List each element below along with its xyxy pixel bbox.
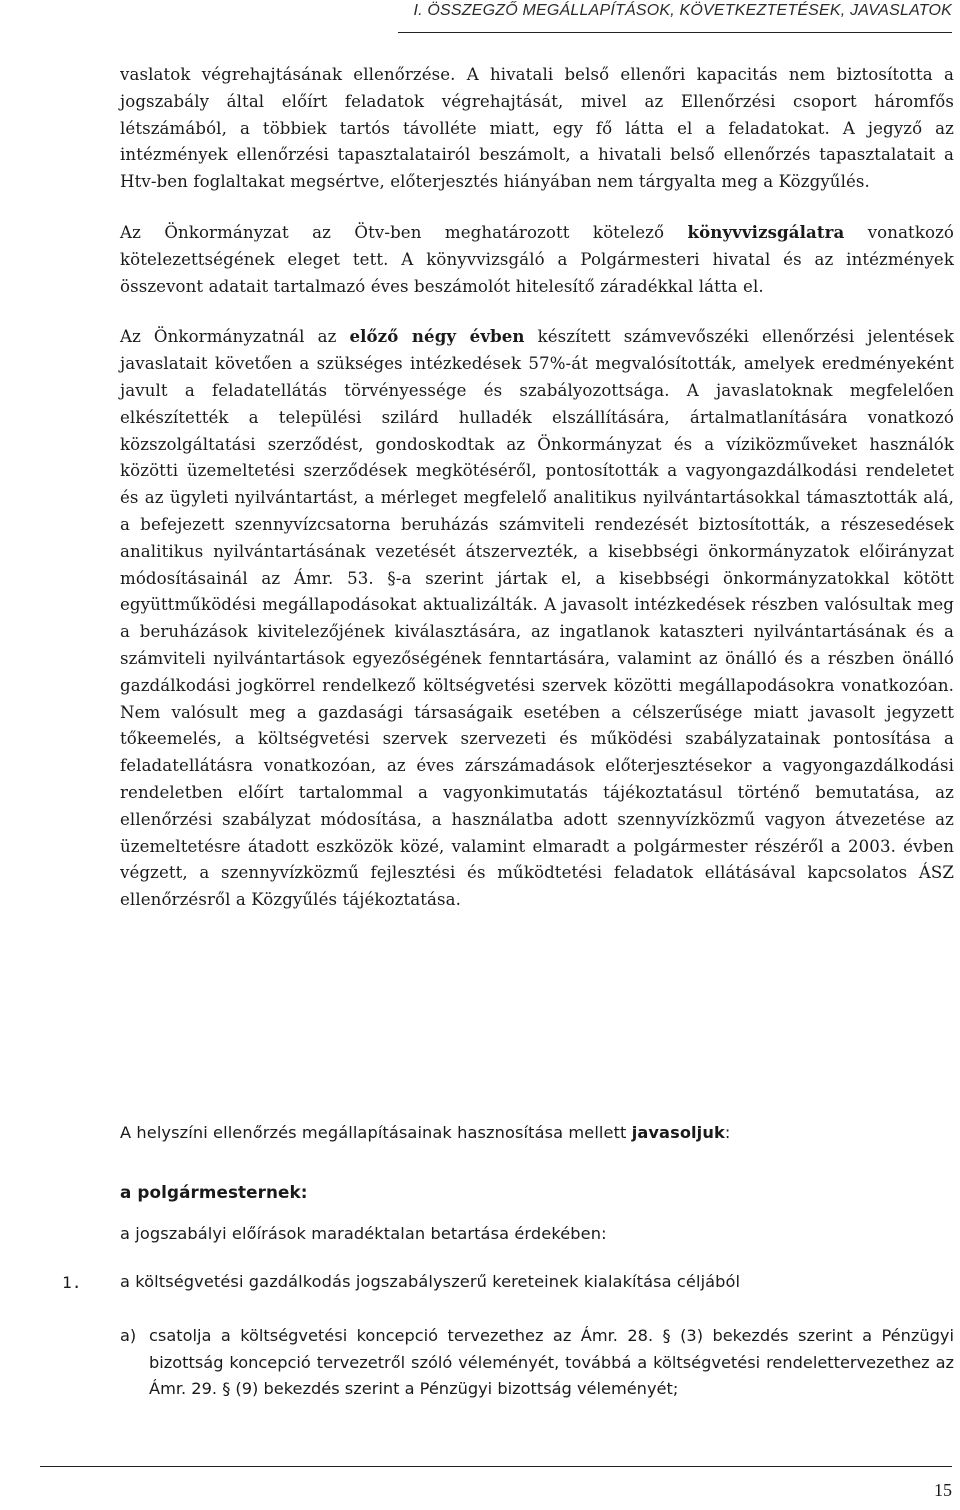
recommendation-context: a jogszabályi előírások maradéktalan betartása érdekében: bbox=[120, 1224, 607, 1243]
sub-item-letter: a) bbox=[120, 1326, 137, 1345]
emphasis-recommend: javasoljuk bbox=[631, 1123, 725, 1142]
main-text bbox=[120, 62, 954, 914]
item-title: a költségvetési gazdálkodás jogszabályszerű kereteinek kialakítása céljából bbox=[120, 1272, 741, 1291]
text-run: vonatkozó kötelezettségének eleget tett. A könyvvizsgáló a Polgármesteri hivatal és az intézmények összevont adatait tartalmazó éves beszámolót hitelesítő záradékkal látta el. bbox=[120, 222, 955, 296]
paragraph-audit-obligation bbox=[120, 219, 954, 300]
text-run: Az Önkormányzat az Ötv-ben meghatározott kötelező bbox=[120, 222, 688, 242]
recommendation-intro bbox=[120, 1120, 730, 1147]
paragraph-previous-findings bbox=[120, 323, 954, 914]
text-run: A helyszíni ellenőrzés megállapításainak hasznosítása mellett bbox=[120, 1123, 632, 1142]
emphasis-audit: könyvvizsgálatra bbox=[687, 221, 845, 242]
header-rule bbox=[398, 32, 952, 33]
item-number: 1. bbox=[62, 1273, 82, 1292]
emphasis-four-years: előző négy évben bbox=[349, 326, 525, 347]
sub-item-text: csatolja a költségvetési koncepció tervezethez az Ámr. 28. § (3) bekezdés szerint a Pénzügyi bizottság koncepció tervezetről szóló véleményét, továbbá a költségvetési rendelettervezethez az Ámr. 29. § (9) bekezdés szerint a Pénzügyi bizottság véleményét; bbox=[149, 1326, 954, 1399]
sub-item-a bbox=[120, 1323, 954, 1403]
footer-rule bbox=[40, 1466, 952, 1467]
text-run: Az Önkormányzatnál az bbox=[120, 327, 350, 347]
page-number: 15 bbox=[934, 1480, 952, 1500]
addressee-heading: a polgármesternek: bbox=[120, 1182, 308, 1202]
running-header: I. ÖSSZEGZŐ MEGÁLLAPÍTÁSOK, KÖVETKEZTETÉSEK, JAVASLATOK bbox=[413, 2, 952, 19]
text-run: : bbox=[724, 1123, 731, 1142]
paragraph-internal-audit: vaslatok végrehajtásának ellenőrzése. A hivatali belső ellenőri kapacitás nem biztosította a jogszabály által előírt feladatok végrehajtását, mivel az Ellenőrzési csoport háromfős létszámából, a többiek tartós távolléte miatt, egy fő látta el a feladatokat. A jegyző az intézmények ellenőrzési tapasztalatairól beszámolt, a hivatali belső ellenőrzés tapasztalatait a Htv-ben foglaltakat megsértve, előterjesztés hiányában nem tárgyalta meg a Közgyűlés. bbox=[120, 65, 954, 192]
text-run: készített számvevőszéki ellenőrzési jelentések javaslatait követően a szükséges intézkedések 57%-át megvalósították, amelyek eredményeként javult a feladatellátás törvényessége és szabályozottsága. A javaslatoknak megfelelően elkészítették a települési szilárd hulladék elszállítására, ártalmatlanítására vonatkozó közszolgáltatási szerződést, gondoskodtak az Önkormányzat és a víziközműveket használók közötti üzemeltetési szerződések megkötéséről, pontosították a vagyongazdálkodási rendeletet és az ügyleti nyilvántartást, a mérleget megfelelő analitikus nyilvántartásokkal támasztották alá, a befejezett szennyvízcsatorna beruházás számviteli rendezését biztosították, a részesedések analitikus nyilvántartásának vezetését átszervezték, a kisebbségi önkormányzatok előirányzat módosításainál az Ámr. 53. §-a szerint jártak el, a kisebbségi önkormányzatokkal kötött együttműködési megállapodásokat aktualizálták. A javasolt intézkedések részben valósultak meg a beruházások kivitelezőjének kiválasztására, az ingatlanok kataszteri nyilvántartásának és a számviteli nyilvántartások egyezőségének fenntartására, valamint az önálló és a részben önálló gazdálkodási jogkörrel rendelkező költségvetési szervek közötti megállapodásokra vonatkozóan. Nem valósult meg a gazdasági társaságaik esetében a célszerűsége miatt javasolt jegyzett tőkeemelés, a költségvetési szervek szervezeti és működési szabályzatainak pontosítása a feladatellátásra vonatkozóan, az éves zárszámadások előterjesztésekor a vagyongazdálkodási rendeletben előírt tartalommal a vagyonkimutatás tájékoztatásul történő bemutatása, az ellenőrzési szabályzat módosítása, a használatba adott szennyvízközmű vagyon átvezetése az üzemeltetésre átadott eszközök közé, valamint elmaradt a polgármester részéről a 2003. évben végzett, a szennyvízközmű fejlesztési és működtetési feladatok ellátásával kapcsolatos ÁSZ ellenőrzésről a Közgyűlés tájékoztatása. bbox=[120, 327, 954, 910]
